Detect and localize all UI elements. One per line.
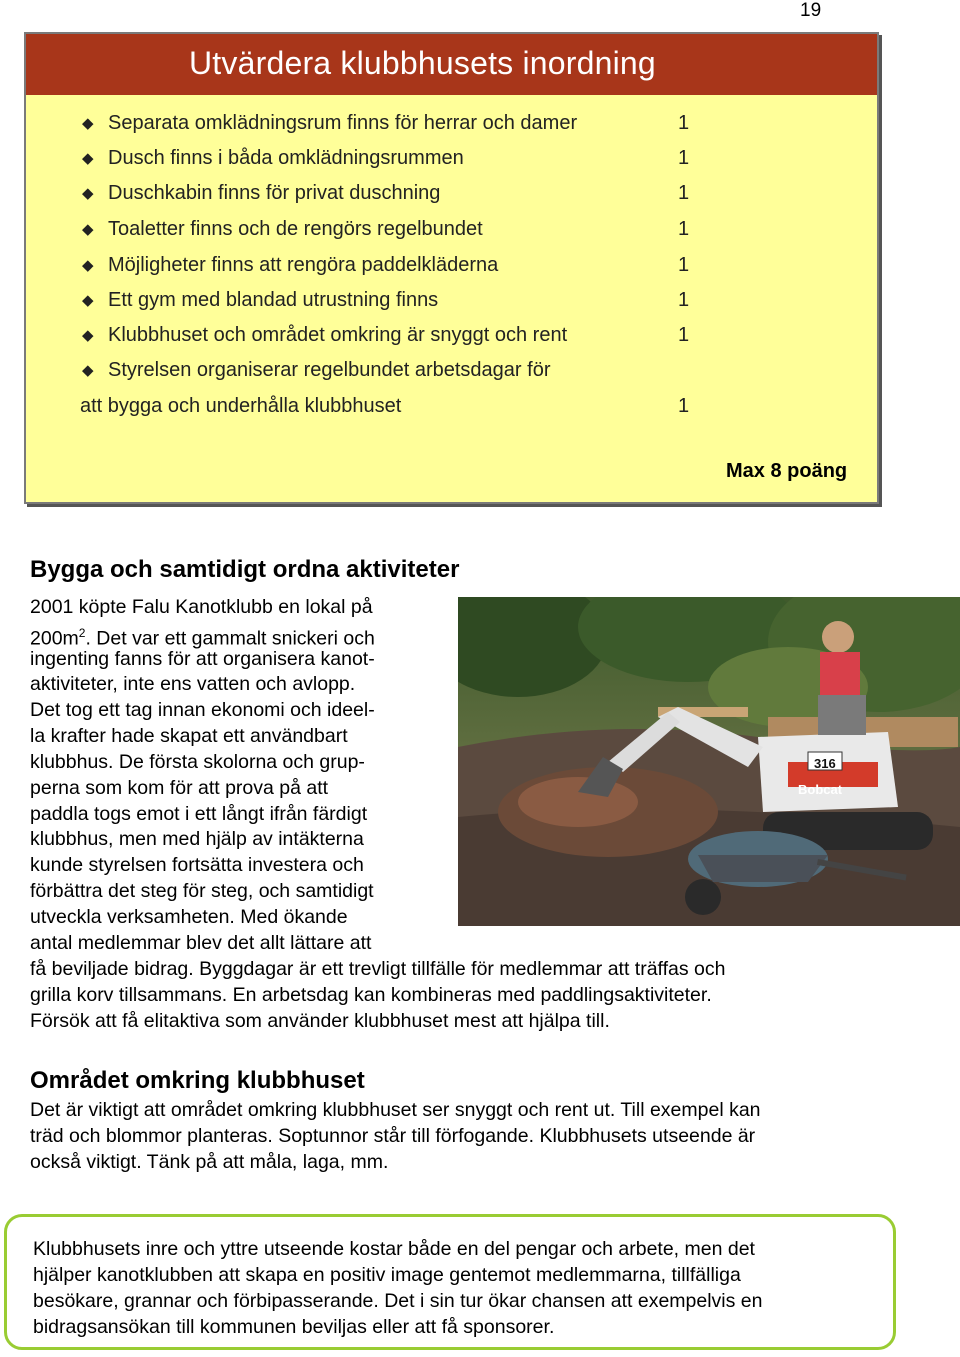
body-line: också viktigt. Tänk på att måla, laga, mm.: [30, 1151, 389, 1173]
info-line: besökare, grannar och förbipasserande. Det i sin tur ökar chansen att exempelvis en: [33, 1290, 763, 1312]
body-line: Det är viktigt att området omkring klubbhuset ser snyggt och rent ut. Till exempel kan: [30, 1099, 761, 1121]
info-box: [4, 1214, 896, 1350]
criteria-text: Möjligheter finns att rengöra paddelkläderna: [108, 254, 499, 276]
criteria-points: 1: [678, 395, 690, 417]
machine-brand: Bobcat: [798, 782, 843, 797]
body-line: klubbhus, men med hjälp av intäkterna: [30, 828, 364, 850]
info-line: Klubbhusets inre och yttre utseende kostar både en del pengar och arbete, men det: [33, 1238, 755, 1260]
info-line: hjälper kanotklubben att skapa en positiv image gentemot medlemmarna, tillfälliga: [33, 1264, 741, 1286]
criteria-text: Duschkabin finns för privat duschning: [108, 182, 441, 204]
criteria-points: 1: [678, 218, 690, 240]
criteria-points: 1: [678, 324, 690, 346]
criteria-text: Toaletter finns och de rengörs regelbundet: [108, 218, 483, 240]
machine-model: 316: [814, 756, 836, 771]
section-heading: Bygga och samtidigt ordna aktiviteter: [30, 556, 460, 583]
body-line: perna som kom för att prova på att: [30, 777, 329, 799]
diamond-bullet-icon: ◆: [82, 150, 94, 167]
diamond-bullet-icon: ◆: [82, 115, 94, 132]
body-line: ingenting fanns för att organisera kanot-: [30, 648, 375, 670]
criteria-points: 1: [678, 254, 690, 276]
body-line: klubbhus. De första skolorna och grup-: [30, 751, 365, 773]
criteria-text: Klubbhuset och området omkring är snyggt och rent: [108, 324, 568, 346]
diamond-bullet-icon: ◆: [82, 257, 94, 274]
diamond-bullet-icon: ◆: [82, 185, 94, 202]
page-number: 19: [800, 0, 822, 21]
body-text: . Det var ett gammalt snickeri och: [85, 627, 375, 650]
body-line: kunde styrelsen fortsätta investera och: [30, 854, 364, 876]
excavator-photo: [458, 597, 960, 926]
diamond-bullet-icon: ◆: [82, 221, 94, 238]
diamond-bullet-icon: ◆: [82, 362, 94, 379]
criteria-points: 1: [678, 289, 690, 311]
body-line: 2001 köpte Falu Kanotklubb en lokal på: [30, 596, 373, 618]
body-line: Försök att få elitaktiva som använder klubbhuset mest att hjälpa till.: [30, 1010, 610, 1032]
body-line: få beviljade bidrag. Byggdagar är ett trevligt tillfälle för medlemmar att träffas och: [30, 958, 726, 980]
body-line: paddla togs emot i ett långt ifrån färdigt: [30, 803, 368, 825]
superscript: 2: [78, 626, 86, 640]
criteria-text: Separata omklädningsrum finns för herrar och damer: [108, 112, 578, 134]
evaluation-box: [24, 32, 879, 504]
body-line: grilla korv tillsammans. En arbetsdag kan kombineras med paddlingsaktiviteter.: [30, 984, 712, 1006]
body-line: antal medlemmar blev det allt lättare att: [30, 932, 372, 954]
criteria-text: att bygga och underhålla klubbhuset: [80, 395, 402, 417]
criteria-text: Dusch finns i båda omklädningsrummen: [108, 147, 464, 169]
criteria-points: 1: [678, 182, 690, 204]
section-heading: Området omkring klubbhuset: [30, 1067, 365, 1094]
criteria-points: 1: [678, 147, 690, 169]
body-line: aktiviteter, inte ens vatten och avlopp.: [30, 673, 356, 695]
diamond-bullet-icon: ◆: [82, 292, 94, 309]
body-line: Det tog ett tag innan ekonomi och ideel-: [30, 699, 375, 721]
body-line: förbättra det steg för steg, och samtidigt: [30, 880, 374, 902]
criteria-text: Styrelsen organiserar regelbundet arbetsdagar för: [108, 359, 551, 381]
body-line: la krafter hade skapat ett användbart: [30, 725, 348, 747]
body-text: 200m: [30, 627, 79, 650]
criteria-text: Ett gym med blandad utrustning finns: [108, 289, 439, 311]
body-line: träd och blommor planteras. Soptunnor står till förfogande. Klubbhusets utseende är: [30, 1125, 756, 1147]
max-points: Max 8 poäng: [726, 460, 848, 482]
diamond-bullet-icon: ◆: [82, 327, 94, 344]
evaluation-title: Utvärdera klubbhusets inordning: [189, 45, 656, 81]
criteria-points: 1: [678, 112, 690, 134]
info-line: bidragsansökan till kommunen beviljas eller att få sponsorer.: [33, 1316, 555, 1338]
body-line: utveckla verksamheten. Med ökande: [30, 906, 348, 928]
evaluation-header: [26, 34, 877, 95]
